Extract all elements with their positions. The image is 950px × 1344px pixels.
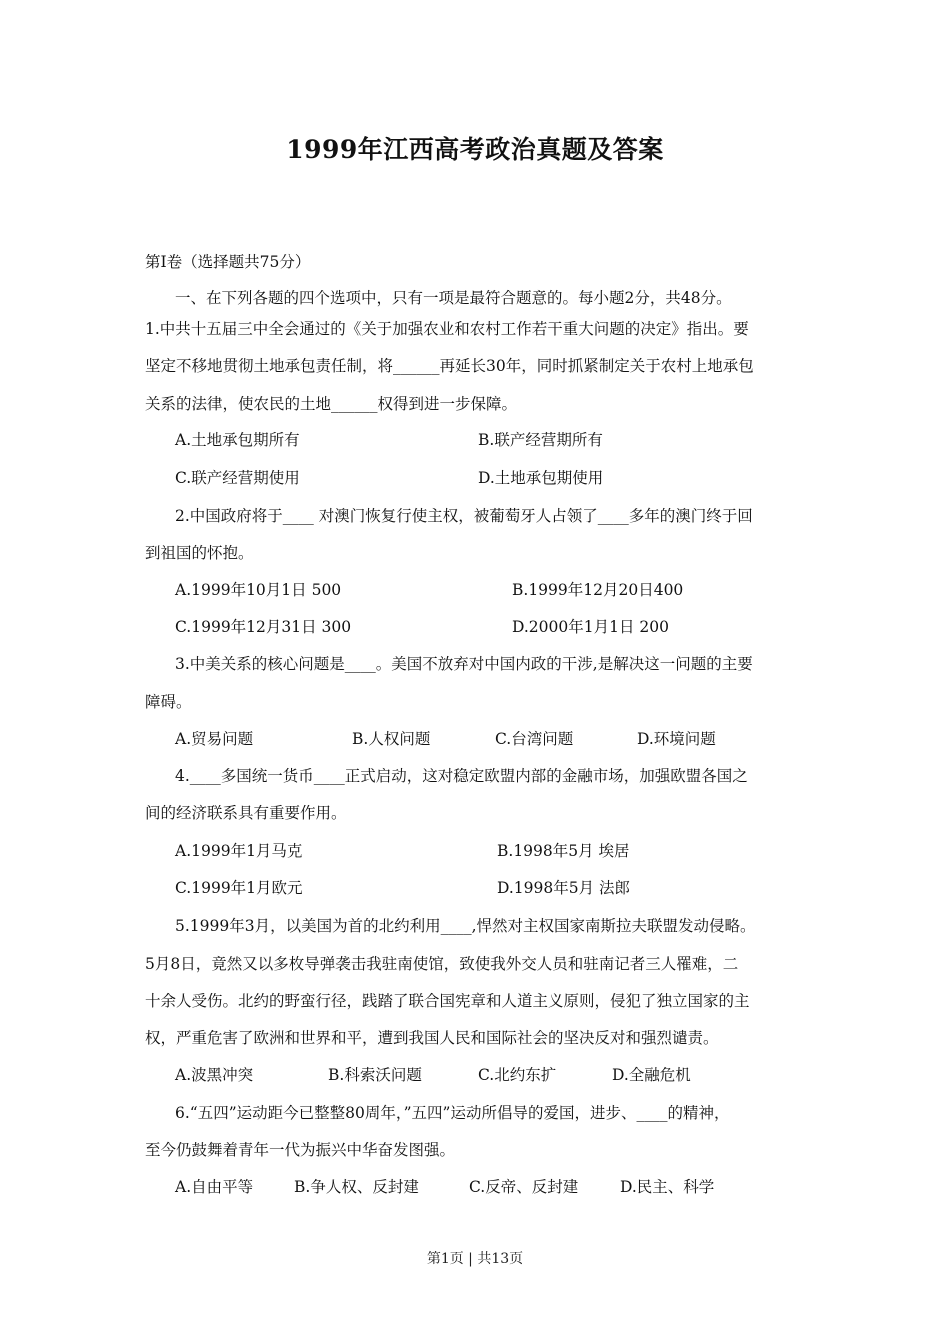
question-4-option-d: D.1998年5月 法郎 [497, 879, 631, 897]
question-5-option-d: D.全融危机 [612, 1066, 691, 1084]
question-4-option-c: C.1999年1月欧元 [175, 879, 303, 897]
question-6-line: 6.“五四”运动距今已整整80周年，”五四”运动所倡导的爱国，进步、____的精神， [175, 1104, 730, 1122]
question-4-option-b: B.1998年5月 埃居 [497, 842, 630, 860]
question-5-line: 5月8日，竟然又以多枚导弹袭击我驻南使馆，致使我外交人员和驻南记者三人罹难，二 [145, 955, 739, 973]
question-5-line: 权，严重危害了欧洲和世界和平，遭到我国人民和国际社会的坚决反对和强烈谴责。 [145, 1029, 719, 1047]
question-4-line: 间的经济联系具有重要作用。 [145, 804, 347, 822]
question-5-option-a: A.波黑冲突 [175, 1066, 254, 1084]
instruction-text: 一、在下列各题的四个选项中，只有一项是最符合题意的。每小题2分，共48分。 [175, 289, 732, 307]
question-3-line: 障碍。 [145, 693, 192, 711]
question-1-line: 坚定不移地贯彻土地承包责任制，将______再延长30年，同时抓紧制定关于农村上地承包 [145, 357, 754, 375]
question-2-line: 到祖国的怀抱。 [145, 544, 254, 562]
question-6-option-a: A.自由平等 [175, 1178, 254, 1196]
question-1-line: 关系的法律，使农民的土地______权得到进一步保障。 [145, 395, 518, 413]
question-3-option-c: C.台湾问题 [495, 730, 574, 748]
question-2-option-b: B.1999年12月20日400 [512, 581, 684, 599]
question-3-line: 3.中美关系的核心问题是____。美国不放弃对中国内政的干涉,是解决这一问题的主要 [175, 655, 753, 673]
question-1-option-a: A.土地承包期所有 [175, 431, 300, 449]
question-3-option-d: D.环境问题 [637, 730, 716, 748]
question-1-option-c: C.联产经营期使用 [175, 469, 300, 487]
question-3-option-a: A.贸易问题 [175, 730, 254, 748]
question-1-option-d: D.土地承包期使用 [478, 469, 604, 487]
question-6-option-b: B.争人权、反封建 [294, 1178, 419, 1196]
question-4-line: 4.____多国统一货币____正式启动，这对稳定欧盟内部的金融市场，加强欧盟各国之 [175, 767, 748, 785]
question-6-option-c: C.反帝、反封建 [469, 1178, 579, 1196]
question-5-option-b: B.科索沃问题 [328, 1066, 422, 1084]
section-heading: 第Ⅰ卷（选择题共75分） [145, 253, 311, 271]
question-4-option-a: A.1999年1月马克 [175, 842, 303, 860]
question-2-line: 2.中国政府将于____ 对澳门恢复行使主权，被葡萄牙人占领了____多年的澳门终于回 [175, 507, 753, 525]
question-1-option-b: B.联产经营期所有 [478, 431, 603, 449]
question-5-option-c: C.北约东扩 [478, 1066, 557, 1084]
page-footer: 第1页 | 共13页 [426, 1251, 524, 1267]
question-6-line: 至今仍鼓舞着青年一代为振兴中华奋发图强。 [145, 1141, 456, 1159]
question-2-option-c: C.1999年12月31日 300 [175, 618, 352, 636]
question-6-option-d: D.民主、科学 [620, 1178, 715, 1196]
question-5-line: 5.1999年3月，以美国为首的北约利用____,悍然对主权国家南斯拉夫联盟发动侵略。 [175, 917, 756, 935]
question-2-option-d: D.2000年1月1日 200 [512, 618, 669, 636]
question-2-option-a: A.1999年10月1日 500 [175, 581, 342, 599]
page-title: 1999年江西高考政治真题及答案 [286, 135, 664, 164]
question-5-line: 十余人受伤。北约的野蛮行径，践踏了联合国宪章和人道主义原则，侵犯了独立国家的主 [145, 992, 750, 1010]
question-1-line: 1.中共十五届三中全会通过的《关于加强农业和农村工作若干重大问题的决定》指出。要 [145, 320, 749, 338]
question-3-option-b: B.人权问题 [352, 730, 431, 748]
